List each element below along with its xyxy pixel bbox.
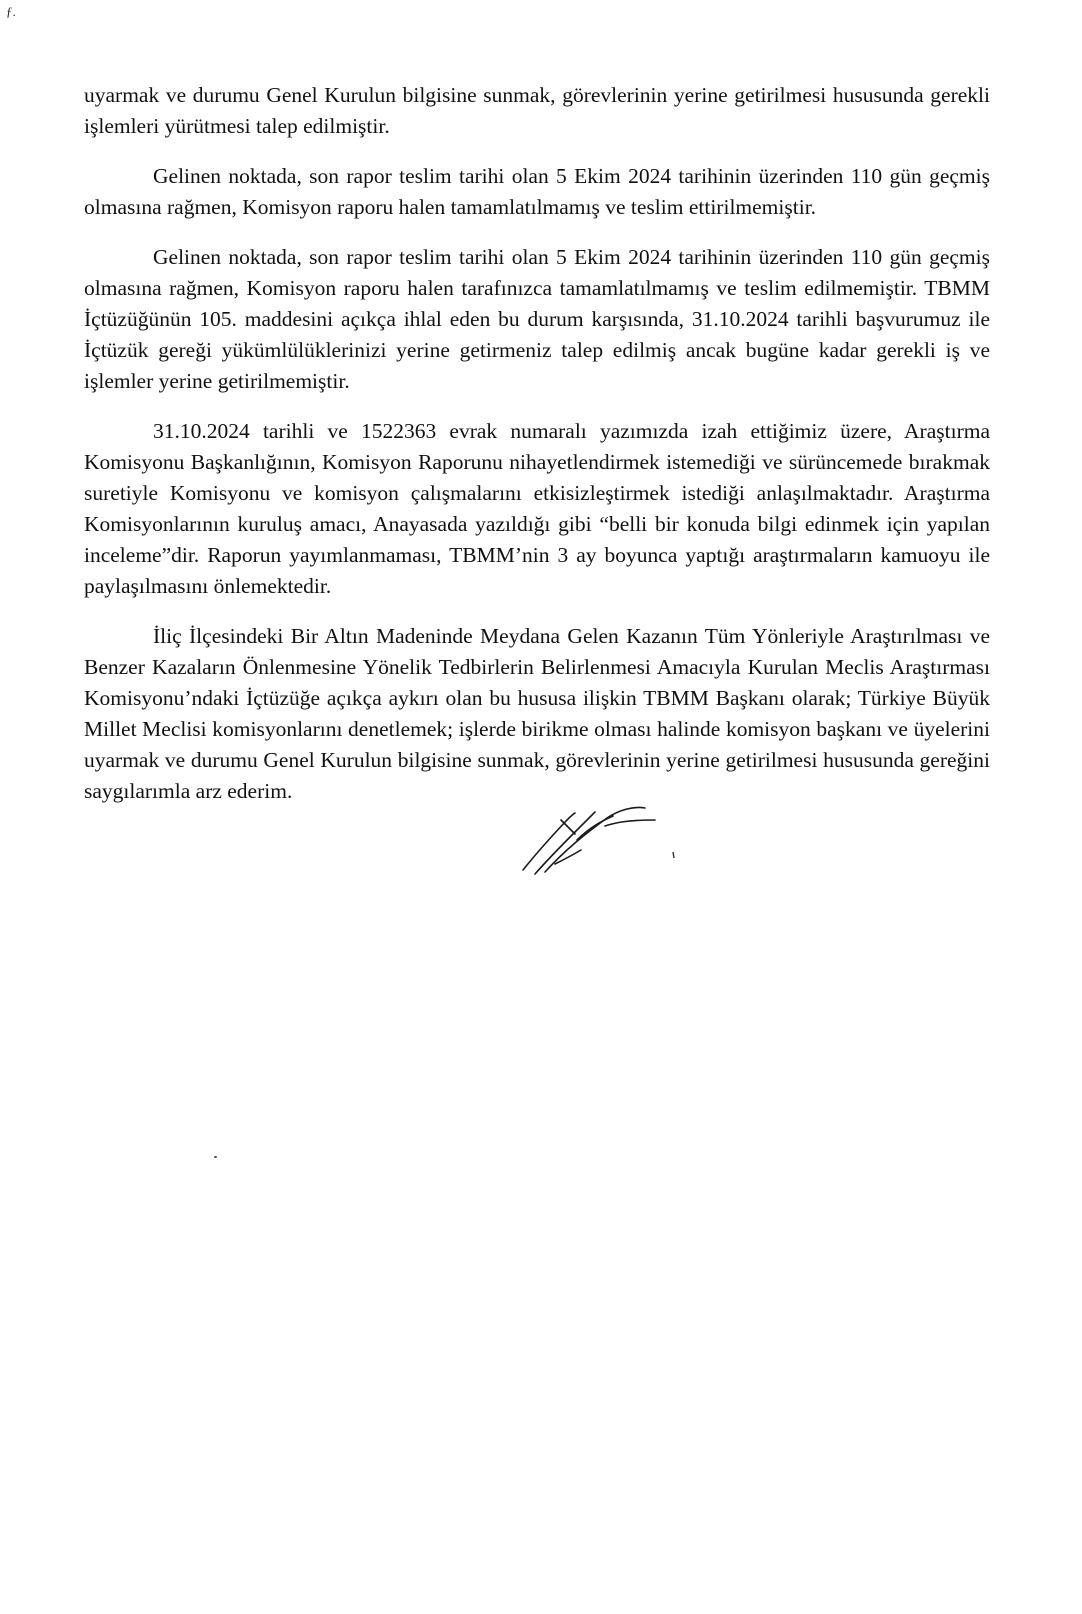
paragraph-1: uyarmak ve durumu Genel Kurulun bilgisine sunmak, görevlerinin yerine getirilmesi hususunda gerekli işlemleri yürütmesi talep edilmiştir. — [84, 83, 990, 138]
handwritten-signature — [515, 800, 685, 880]
paragraph-3: Gelinen noktada, son rapor teslim tarihi olan 5 Ekim 2024 tarihinin üzerinden 110 gün geçmiş olmasına rağmen, Komisyon raporu halen tarafınızca tamamlatılmamış ve teslim edilmemiştir. TBMM İçtüzüğünün 105. maddesini açıkça ihlal eden bu durum karşısında, 31.10.2024 tarihli başvurumuz ile İçtüzük gereği yükümlülüklerinizi yerine getirmeniz talep edilmiş ancak bugüne kadar gerekli iş ve işlemler yerine getirilmemiştir. — [84, 245, 990, 393]
paragraph-2: Gelinen noktada, son rapor teslim tarihi olan 5 Ekim 2024 tarihinin üzerinden 110 gün geçmiş olmasına rağmen, Komisyon raporu halen tamamlatılmamış ve teslim ettirilmemiştir. — [84, 164, 990, 219]
corner-mark: ƒ. — [6, 4, 16, 19]
letter-body — [84, 80, 990, 826]
paragraph-5: İliç İlçesindeki Bir Altın Madeninde Meydana Gelen Kazanın Tüm Yönleriyle Araştırılması ve Benzer Kazaların Önlenmesine Yönelik Tedbirlerin Belirlenmesi Amacıyla Kurulan Meclis Araştırması Komisyonu’ndaki İçtüzüğe açıkça aykırı olan bu hususa ilişkin TBMM Başkanı olarak; Türkiye Büyük Millet Meclisi komisyonlarını denetlemek; işlerde birikme olması halinde komisyon başkanı ve üyelerini uyarmak ve durumu Genel Kurulun bilgisine sunmak, görevlerinin yerine getirilmesi hususunda gereğini saygılarımla arz ederim. — [84, 624, 990, 803]
paragraph-4: 31.10.2024 tarihli ve 1522363 evrak numaralı yazımızda izah ettiğimiz üzere, Araştırma Komisyonu Başkanlığının, Komisyon Raporunu nihayetlendirmek istemediği ve sürüncemede bırakmak suretiyle Komisyonu ve komisyon çalışmalarını etkisizleştirmek istediği anlaşılmaktadır. Araştırma Komisyonlarının kuruluş amacı, Anayasada yazıldığı gibi “belli bir konuda bilgi edinmek için yapılan inceleme”dir. Raporun yayımlanmaması, TBMM’nin 3 ay boyunca yaptığı araştırmaların kamuoyu ile paylaşılmasını önlemektedir. — [84, 419, 990, 598]
scan-speck — [214, 1156, 217, 1158]
